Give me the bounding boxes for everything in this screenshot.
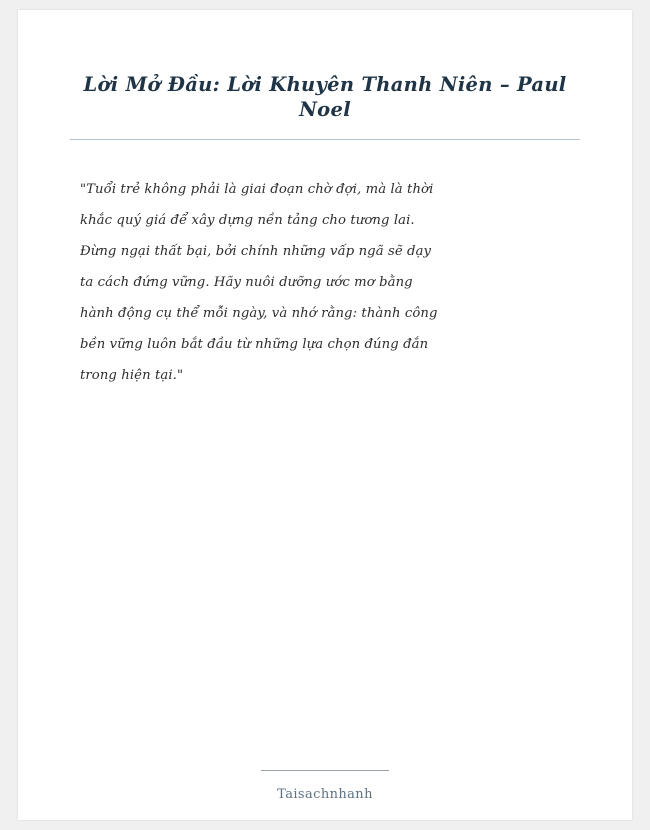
footer-label: Taisachnhanh xyxy=(277,787,373,802)
page-footer xyxy=(18,770,632,802)
page-title: Lời Mở Đầu: Lời Khuyên Thanh Niên – Paul Noel xyxy=(83,73,567,122)
quote-block xyxy=(18,174,500,391)
footer-divider xyxy=(261,770,389,771)
document-page xyxy=(18,10,632,820)
quote-text: "Tuổi trẻ không phải là giai đoạn chờ đợi, mà là thời khắc quý giá để xây dựng nền tảng cho tương lai. Đừng ngại thất bại, bởi chính những vấp ngã sẽ dạy ta cách đứng vững. Hãy nuôi dưỡng ước mơ bằng hành động cụ thể mỗi ngày, và nhớ rằng: thành công bền vững luôn bắt đầu từ những lựa chọn đúng đắn trong hiện tại." xyxy=(80,181,438,383)
title-divider xyxy=(70,139,580,140)
